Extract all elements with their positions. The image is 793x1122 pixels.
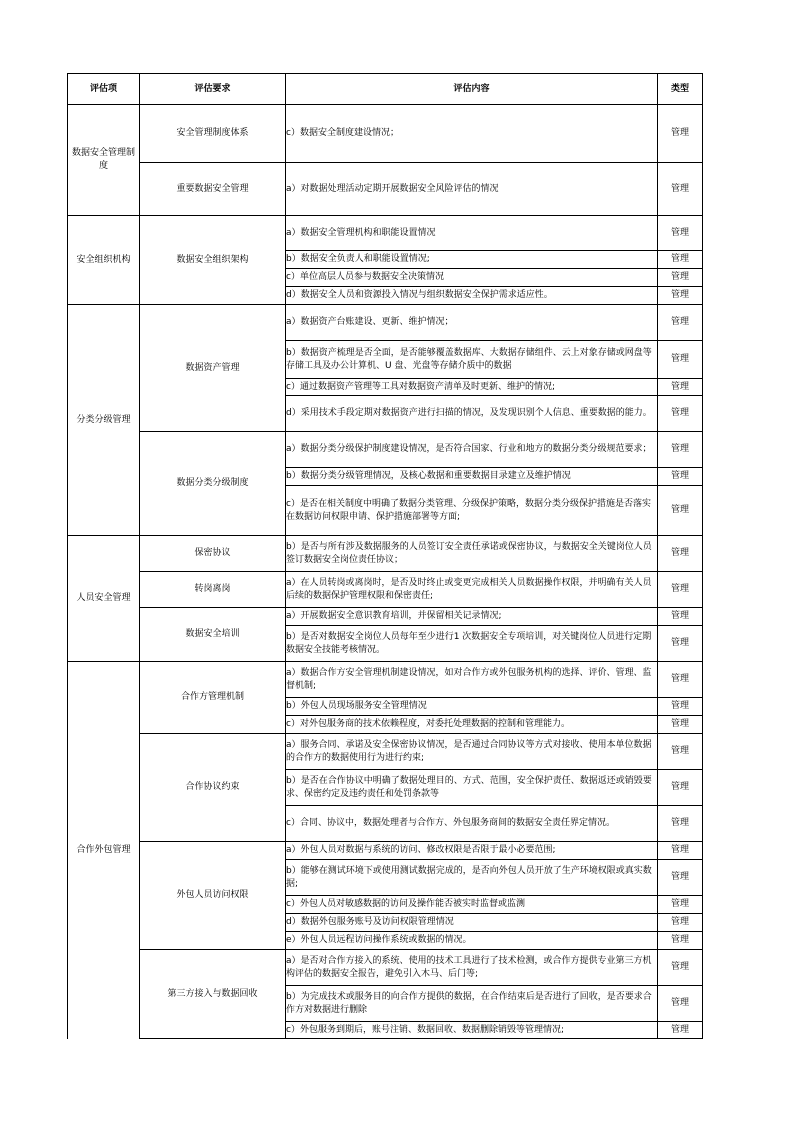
assessment-type: 管理 bbox=[658, 287, 703, 305]
assessment-item: 人员安全管理 bbox=[68, 536, 140, 662]
assessment-content: c）是否在相关制度中明确了数据分类管理、分级保护策略，数据分类分级保护措施是否落实在数据访问权限申请、保护措施部署等方面; bbox=[286, 486, 658, 536]
table-row bbox=[68, 105, 703, 163]
assessment-type: 管理 bbox=[658, 379, 703, 396]
assessment-type: 管理 bbox=[658, 950, 703, 986]
assessment-content: a）服务合同、承诺及安全保密协议情况，是否通过合同协议等方式对接收、使用本单位数据的合作方的数据使用行为进行约束; bbox=[286, 734, 658, 770]
assessment-type: 管理 bbox=[658, 770, 703, 806]
table-row bbox=[68, 305, 703, 341]
assessment-requirement: 数据安全培训 bbox=[140, 608, 286, 662]
assessment-type: 管理 bbox=[658, 216, 703, 251]
assessment-type: 管理 bbox=[658, 305, 703, 341]
assessment-type: 管理 bbox=[658, 251, 703, 269]
assessment-type: 管理 bbox=[658, 432, 703, 468]
assessment-type: 管理 bbox=[658, 860, 703, 896]
assessment-content: c）数据安全制度建设情况； bbox=[286, 105, 658, 163]
assessment-content: b）是否与所有涉及数据服务的人员签订安全责任承诺或保密协议，与数据安全关键岗位人员签订数据安全岗位责任协议； bbox=[286, 536, 658, 572]
assessment-type: 管理 bbox=[658, 1022, 703, 1039]
assessment-content: a）数据资产台账建设、更新、维护情况； bbox=[286, 305, 658, 341]
assessment-content: d）数据外包服务账号及访问权限管理情况 bbox=[286, 914, 658, 932]
header-content: 评估内容 bbox=[286, 74, 658, 105]
header-item: 评估项 bbox=[68, 74, 140, 105]
assessment-type: 管理 bbox=[658, 536, 703, 572]
table-row bbox=[68, 608, 703, 626]
assessment-content: b）能够在测试环境下或使用测试数据完成的，是否向外包人员开放了生产环境权限或真实数据; bbox=[286, 860, 658, 896]
assessment-content: b）数据安全负责人和职能设置情况; bbox=[286, 251, 658, 269]
assessment-type: 管理 bbox=[658, 842, 703, 860]
assessment-type: 管理 bbox=[658, 163, 703, 216]
assessment-item: 数据安全管理制度 bbox=[68, 105, 140, 216]
assessment-requirement: 安全管理制度体系 bbox=[140, 105, 286, 163]
assessment-type: 管理 bbox=[658, 396, 703, 432]
assessment-type: 管理 bbox=[658, 896, 703, 914]
assessment-type: 管理 bbox=[658, 608, 703, 626]
assessment-type: 管理 bbox=[658, 716, 703, 734]
assessment-content: a）是否对合作方接入的系统、使用的技术工具进行了技术检测，或合作方提供专业第三方机构评估的数据安全报告，避免引入木马、后门等; bbox=[286, 950, 658, 986]
evaluation-table bbox=[67, 73, 703, 1039]
assessment-content: a）数据分类分级保护制度建设情况，是否符合国家、行业和地方的数据分类分级规范要求； bbox=[286, 432, 658, 468]
table-body bbox=[68, 105, 703, 1039]
assessment-content: c）外包人员对敏感数据的访问及操作能否被实时监督或监测 bbox=[286, 896, 658, 914]
assessment-content: a）对数据处理活动定期开展数据安全风险评估的情况 bbox=[286, 163, 658, 216]
assessment-content: b）是否在合作协议中明确了数据处理目的、方式、范围，安全保护责任、数据返还或销毁要求、保密约定及违约责任和处罚条款等 bbox=[286, 770, 658, 806]
assessment-content: b）外包人员现场服务安全管理情况 bbox=[286, 698, 658, 716]
assessment-type: 管理 bbox=[658, 806, 703, 842]
assessment-item: 安全组织机构 bbox=[68, 216, 140, 305]
assessment-type: 管理 bbox=[658, 662, 703, 698]
assessment-type: 管理 bbox=[658, 572, 703, 608]
assessment-content: b）数据分类分级管理情况，及核心数据和重要数据目录建立及维护情况 bbox=[286, 468, 658, 486]
assessment-content: a）外包人员对数据与系统的访问、修改权限是否限于最小必要范围; bbox=[286, 842, 658, 860]
assessment-type: 管理 bbox=[658, 468, 703, 486]
table-row bbox=[68, 163, 703, 216]
assessment-content: b）是否对数据安全岗位人员每年至少进行1 次数据安全专项培训，对关键岗位人员进行定期数据安全技能考核情况。 bbox=[286, 626, 658, 662]
assessment-item: 合作外包管理 bbox=[68, 662, 140, 1039]
assessment-type: 管理 bbox=[658, 914, 703, 932]
table-row bbox=[68, 216, 703, 251]
assessment-type: 管理 bbox=[658, 698, 703, 716]
assessment-requirement: 转岗离岗 bbox=[140, 572, 286, 608]
assessment-content: c）外包服务到期后，账号注销、数据回收、数据删除销毁等管理情况; bbox=[286, 1022, 658, 1039]
table-row bbox=[68, 432, 703, 468]
assessment-content: a）开展数据安全意识教育培训，并保留相关记录情况; bbox=[286, 608, 658, 626]
assessment-type: 管理 bbox=[658, 626, 703, 662]
assessment-content: b）数据资产梳理是否全面，是否能够覆盖数据库、大数据存储组件、云上对象存储或网盘等存储工具及办公计算机、U 盘、光盘等存储介质中的数据 bbox=[286, 341, 658, 379]
assessment-type: 管理 bbox=[658, 986, 703, 1022]
assessment-requirement: 第三方接入与数据回收 bbox=[140, 950, 286, 1039]
assessment-content: c）对外包服务商的技术依赖程度，对委托处理数据的控制和管理能力。 bbox=[286, 716, 658, 734]
table-row bbox=[68, 734, 703, 770]
assessment-type: 管理 bbox=[658, 105, 703, 163]
assessment-requirement: 数据资产管理 bbox=[140, 305, 286, 432]
header-type: 类型 bbox=[658, 74, 703, 105]
assessment-content: d）数据安全人员和资源投入情况与组织数据安全保护需求适应性。 bbox=[286, 287, 658, 305]
assessment-requirement: 数据安全组织架构 bbox=[140, 216, 286, 305]
assessment-type: 管理 bbox=[658, 269, 703, 287]
assessment-content: b）为完成技术或服务目的向合作方提供的数据，在合作结束后是否进行了回收，是否要求合作方对数据进行删除 bbox=[286, 986, 658, 1022]
table-row bbox=[68, 950, 703, 986]
assessment-requirement: 合作方管理机制 bbox=[140, 662, 286, 734]
assessment-item: 分类分级管理 bbox=[68, 305, 140, 536]
assessment-content: d）采用技术手段定期对数据资产进行扫描的情况，及发现识别个人信息、重要数据的能力。 bbox=[286, 396, 658, 432]
assessment-requirement: 外包人员访问权限 bbox=[140, 842, 286, 950]
header-requirement: 评估要求 bbox=[140, 74, 286, 105]
assessment-content: c）通过数据资产管理等工具对数据资产清单及时更新、维护的情况; bbox=[286, 379, 658, 396]
assessment-content: a）在人员转岗或离岗时，是否及时终止或变更完成相关人员数据操作权限，并明确有关人员后续的数据保护管理权限和保密责任; bbox=[286, 572, 658, 608]
assessment-content: c）单位高层人员参与数据安全决策情况 bbox=[286, 269, 658, 287]
assessment-type: 管理 bbox=[658, 341, 703, 379]
table-row bbox=[68, 842, 703, 860]
table-row bbox=[68, 572, 703, 608]
assessment-requirement: 保密协议 bbox=[140, 536, 286, 572]
assessment-content: e）外包人员远程访问操作系统或数据的情况。 bbox=[286, 932, 658, 950]
assessment-type: 管理 bbox=[658, 734, 703, 770]
assessment-requirement: 重要数据安全管理 bbox=[140, 163, 286, 216]
assessment-content: a）数据安全管理机构和职能设置情况 bbox=[286, 216, 658, 251]
assessment-requirement: 合作协议约束 bbox=[140, 734, 286, 842]
assessment-type: 管理 bbox=[658, 932, 703, 950]
assessment-content: c）合同、协议中，数据处理者与合作方、外包服务商间的数据安全责任界定情况。 bbox=[286, 806, 658, 842]
assessment-requirement: 数据分类分级制度 bbox=[140, 432, 286, 536]
assessment-type: 管理 bbox=[658, 486, 703, 536]
table-row bbox=[68, 662, 703, 698]
table-row bbox=[68, 536, 703, 572]
assessment-content: a）数据合作方安全管理机制建设情况，如对合作方或外包服务机构的选择、评价、管理、监督机制; bbox=[286, 662, 658, 698]
header-row bbox=[68, 74, 703, 105]
